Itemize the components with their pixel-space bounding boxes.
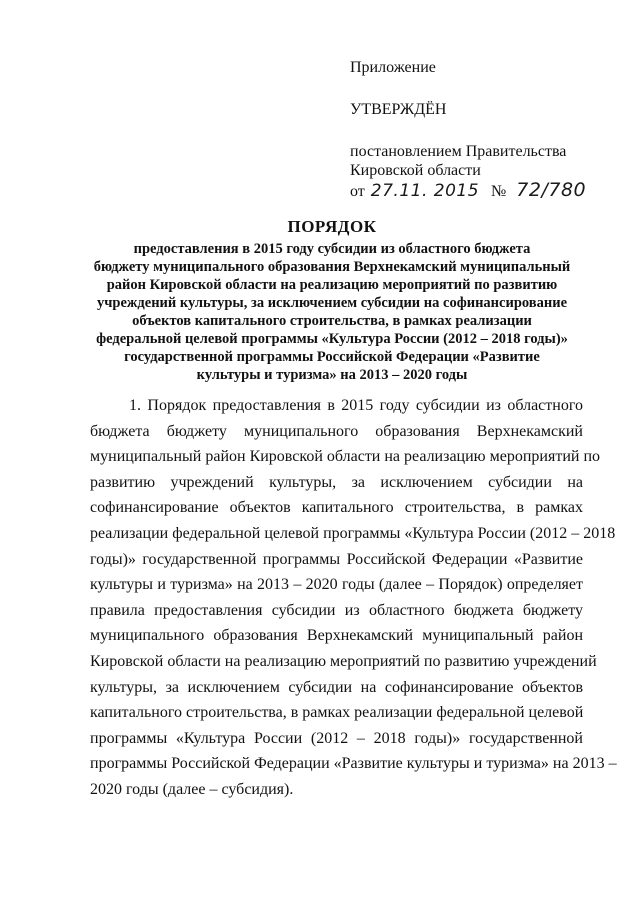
body-line: муниципальный район Кировской области на реализацию мероприятий по [90, 448, 601, 466]
decree-line-2: Кировской области [350, 162, 481, 179]
approval-block [350, 58, 600, 201]
body-line: культуры, за исключением субсидии на софинансирование объектов [90, 678, 583, 696]
subtitle-line: предоставления в 2015 году субсидии из областного бюджета [133, 241, 531, 257]
number-sign: № [491, 183, 507, 200]
body-line: программы Российской Федерации «Развитие культуры и туризма» на 2013 – [90, 755, 617, 773]
body-line: реализации федеральной целевой программы «Культура России (2012 – 2018 [90, 524, 616, 542]
body-line: бюджета бюджету муниципального образования Верхнекамский [90, 422, 583, 440]
body-line: годы)» государственной программы Российской Федерации «Развитие [90, 550, 583, 568]
body-line: развитию учреждений культуры, за исключением субсидии на [90, 473, 583, 491]
body-line: культуры и туризма» на 2013 – 2020 годы (далее – Порядок) определяет [90, 576, 583, 594]
subtitle-line: культуры и туризма» на 2013 – 2020 годы [196, 367, 468, 383]
handwritten-number: 72/780 [516, 179, 587, 201]
document-subtitle [72, 240, 592, 384]
approved-label: УТВЕРЖДЁН [350, 101, 447, 118]
body-line: правила предоставления субсидии из областного бюджета бюджету [90, 601, 583, 619]
subtitle-line: федеральной целевой программы «Культура России (2012 – 2018 годы)» [96, 331, 568, 347]
subtitle-line: государственной программы Российской Федерации «Развитие [124, 349, 540, 365]
body-line: 1. Порядок предоставления в 2015 году субсидии из областного [129, 397, 583, 414]
body-line: капитального строительства, в рамках реализации федеральной целевой [90, 704, 584, 722]
appendix-label: Приложение [350, 59, 436, 76]
title-block [72, 217, 592, 384]
subtitle-line: район Кировской области на реализацию мероприятий по развитию [106, 277, 558, 293]
subtitle-line: объектов капитального строительства, в рамках реализации [132, 313, 532, 329]
decree-date-number-row [350, 181, 600, 201]
decree-line-1: постановлением Правительства [350, 143, 567, 160]
body-line: программы «Культура России (2012 – 2018 годы)» государственной [90, 729, 583, 747]
subtitle-line: учреждений культуры, за исключением субсидии на софинансирование [96, 295, 568, 311]
body-line: муниципального образования Верхнекамский муниципальный район [90, 627, 583, 645]
body-line: софинансирование объектов капитального строительства, в рамках [90, 499, 583, 517]
handwritten-date: 27.11. 2015 [370, 181, 480, 201]
body-paragraph [90, 393, 617, 803]
body-line: Кировской области на реализацию мероприятий по развитию учреждений [90, 652, 597, 670]
date-prefix: от [350, 183, 365, 200]
document-title: ПОРЯДОК [287, 217, 377, 236]
body-line: 2020 годы (далее – субсидия). [90, 780, 294, 798]
subtitle-line: бюджету муниципального образования Верхнекамский муниципальный [93, 259, 571, 275]
